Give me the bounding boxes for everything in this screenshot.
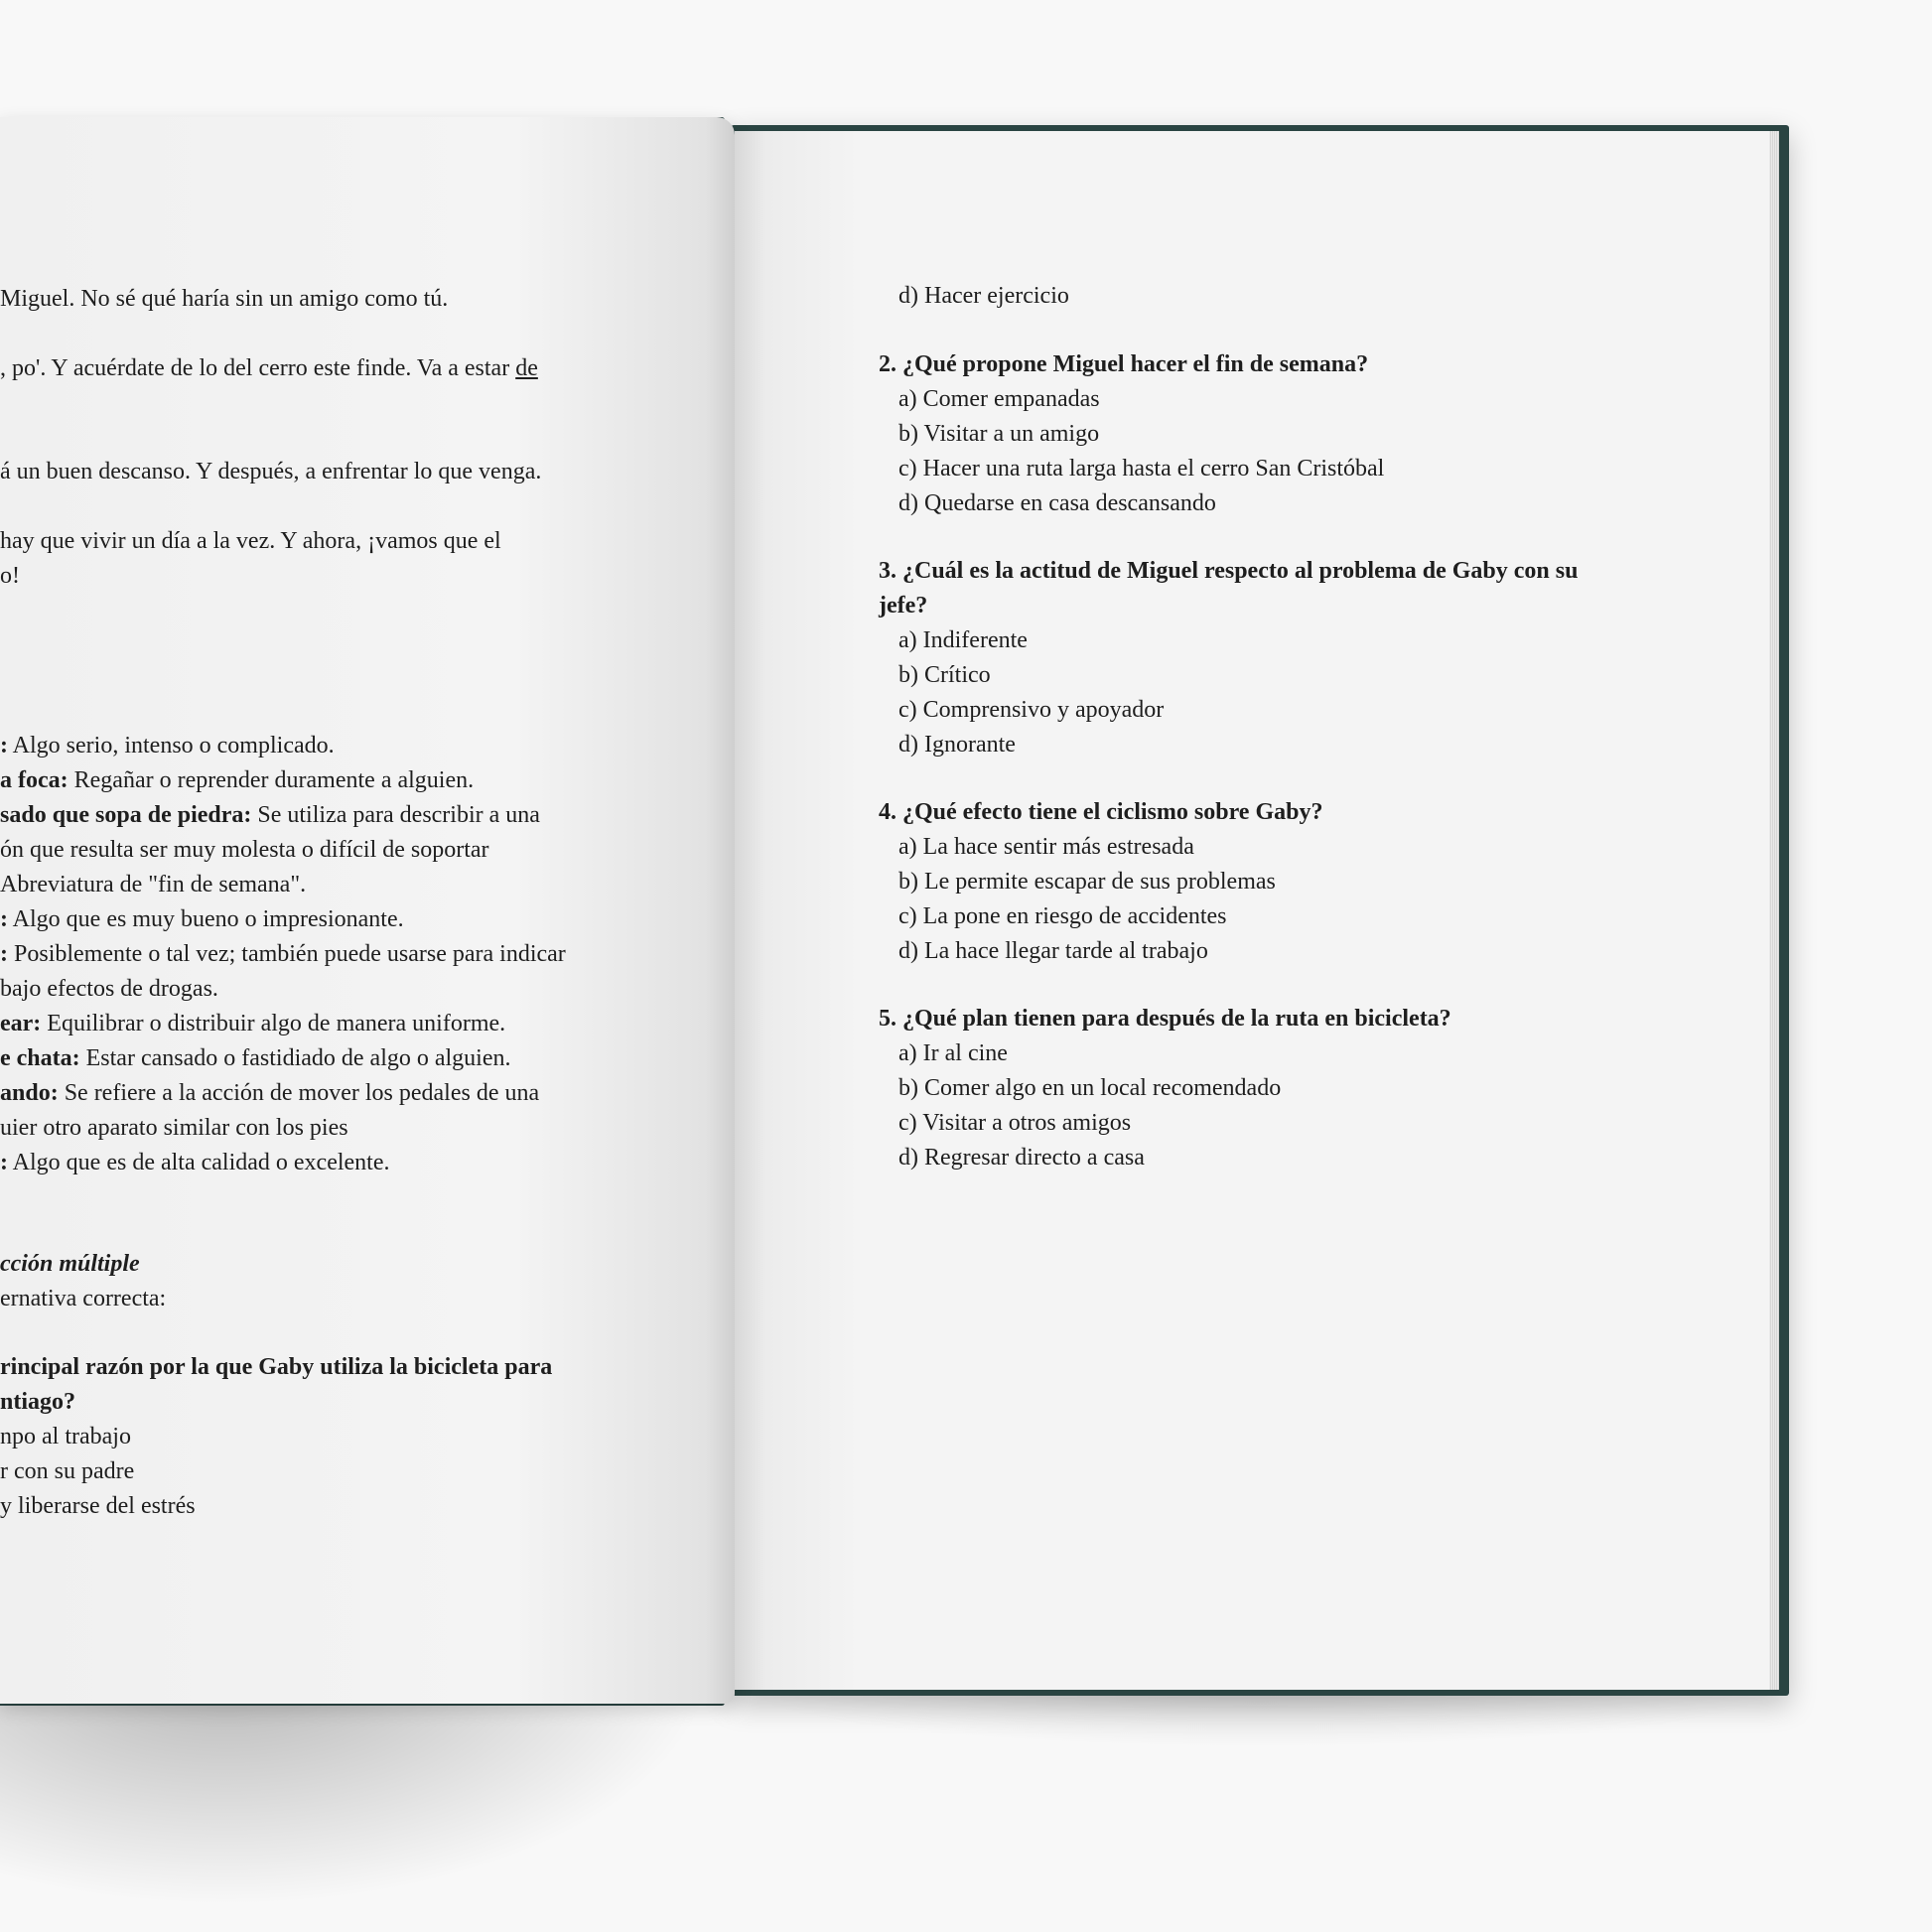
- left-page: [0, 117, 735, 1704]
- option: d) La hace llegar tarde al trabajo: [898, 938, 1208, 964]
- option: d) Quedarse en casa descansando: [898, 490, 1216, 516]
- dialogue-line: , po'. Y acuérdate de lo del cerro este finde. Va a estar de: [0, 355, 538, 381]
- option: b) Le permite escapar de sus problemas: [898, 869, 1276, 895]
- glossary-entry: a foca: Regañar o reprender duramente a alguien.: [0, 767, 475, 793]
- question-1-option: r con su padre: [0, 1458, 135, 1484]
- question-1-title: ntiago?: [0, 1389, 76, 1415]
- option: c) Visitar a otros amigos: [898, 1110, 1132, 1136]
- question-title: 5. ¿Qué plan tienen para después de la ruta en bicicleta?: [879, 1006, 1451, 1032]
- option: a) La hace sentir más estresada: [898, 834, 1194, 860]
- option: a) Indiferente: [898, 627, 1028, 653]
- glossary-entry: bajo efectos de drogas.: [0, 976, 218, 1002]
- option: a) Comer empanadas: [898, 386, 1100, 412]
- question-1-option: y liberarse del estrés: [0, 1493, 196, 1519]
- option: c) La pone en riesgo de accidentes: [898, 903, 1227, 929]
- question-title: 3. ¿Cuál es la actitud de Miguel respecto al problema de Gaby con su: [879, 558, 1579, 584]
- glossary-entry: uier otro aparato similar con los pies: [0, 1115, 348, 1141]
- question-5: [879, 1002, 1673, 1175]
- question-4: [879, 795, 1673, 969]
- glossary-entry: : Algo que es muy bueno o impresionante.: [0, 906, 404, 932]
- option: b) Visitar a un amigo: [898, 421, 1100, 447]
- dialogue-line: hay que vivir un día a la vez. Y ahora, ¡vamos que el: [0, 528, 501, 554]
- question-title: 2. ¿Qué propone Miguel hacer el fin de semana?: [879, 351, 1369, 377]
- glossary-entry: Abreviatura de "fin de semana".: [0, 872, 307, 897]
- option: c) Hacer una ruta larga hasta el cerro San Cristóbal: [898, 456, 1385, 482]
- right-page: [735, 131, 1779, 1690]
- option: d) Hacer ejercicio: [898, 283, 1069, 309]
- question-title: 4. ¿Qué efecto tiene el ciclismo sobre Gaby?: [879, 799, 1323, 825]
- dialogue-line: o!: [0, 563, 20, 589]
- option: d) Regresar directo a casa: [898, 1145, 1145, 1171]
- glossary-entry: : Algo que es de alta calidad o excelente.: [0, 1150, 390, 1175]
- glossary-entry: : Algo serio, intenso o complicado.: [0, 733, 335, 759]
- dialogue-line: á un buen descanso. Y después, a enfrentar lo que venga.: [0, 459, 542, 484]
- section-instruction: ernativa correcta:: [0, 1286, 167, 1311]
- page-edge: [1769, 131, 1779, 1690]
- glossary-entry: ando: Se refiere a la acción de mover los pedales de una: [0, 1080, 540, 1106]
- section-title: cción múltiple: [0, 1251, 140, 1277]
- option: b) Comer algo en un local recomendado: [898, 1075, 1282, 1101]
- glossary-entry: ón que resulta ser muy molesta o difícil de soportar: [0, 837, 489, 863]
- question-3: [879, 554, 1673, 762]
- dialogue-line: Miguel. No sé qué haría sin un amigo como tú.: [0, 286, 449, 312]
- option: a) Ir al cine: [898, 1040, 1008, 1066]
- option: d) Ignorante: [898, 732, 1016, 758]
- glossary-entry: e chata: Estar cansado o fastidiado de algo o alguien.: [0, 1045, 511, 1071]
- book-shadow-right: [735, 1688, 1787, 1747]
- glossary-entry: : Posiblemente o tal vez; también puede usarse para indicar: [0, 941, 566, 967]
- question-1-continued: [879, 279, 1673, 314]
- question-2: [879, 347, 1673, 521]
- glossary-entry: ear: Equilibrar o distribuir algo de manera uniforme.: [0, 1011, 506, 1036]
- question-1-title: rincipal razón por la que Gaby utiliza la bicicleta para: [0, 1354, 553, 1380]
- option: b) Crítico: [898, 662, 991, 688]
- glossary-entry: sado que sopa de piedra: Se utiliza para describir a una: [0, 802, 540, 828]
- option: c) Comprensivo y apoyador: [898, 697, 1165, 723]
- question-1-option: npo al trabajo: [0, 1424, 131, 1449]
- question-title: jefe?: [879, 593, 928, 619]
